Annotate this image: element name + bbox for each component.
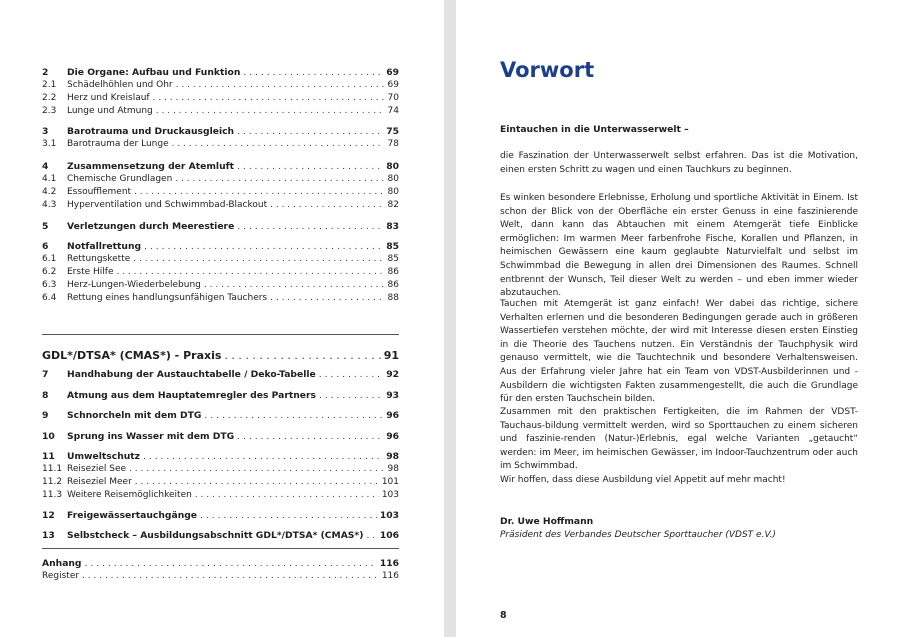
toc-entry-title: Freigewässertauchgänge — [67, 510, 198, 521]
toc-entry — [42, 476, 399, 489]
toc-entry-page: 116 — [379, 558, 399, 569]
toc-entry-number: 6 — [42, 241, 49, 252]
toc-entry-number: 2 — [42, 67, 49, 78]
toc-entry — [42, 463, 399, 476]
toc-entry-page: 75 — [386, 126, 399, 137]
toc-entry — [42, 529, 399, 542]
toc-entry-title: Barotrauma der Lunge — [67, 139, 169, 149]
toc-dot-leader — [134, 186, 384, 199]
toc-dot-leader — [204, 409, 383, 422]
toc-entry-number: 4.1 — [42, 174, 57, 184]
toc-entry-number: 6.1 — [42, 254, 57, 264]
toc-entry — [42, 105, 399, 118]
toc-entry-title: Schädelhöhlen und Ohr — [67, 80, 173, 90]
toc-entry-page: 96 — [386, 431, 399, 442]
toc-entry — [42, 253, 399, 266]
toc-entry-number: 10 — [42, 431, 55, 442]
toc-entry-page: 80 — [387, 187, 399, 197]
toc-entry-title: Selbstcheck – Ausbildungsabschnitt GDL*/DTSA* (CMAS*) — [67, 530, 364, 541]
toc-dot-leader — [175, 173, 384, 186]
toc-entry — [42, 368, 399, 381]
toc-entry — [42, 409, 399, 422]
toc-entry-page: 85 — [386, 241, 399, 252]
toc-entry-page: 70 — [387, 93, 399, 103]
toc-entry-page: 116 — [381, 571, 399, 581]
toc-entry-title: Handhabung der Austauchtabelle / Deko-Tabelle — [67, 369, 316, 380]
toc-entry — [42, 199, 399, 212]
toc-entry-page: 103 — [381, 490, 399, 500]
toc-entry-title: Register — [42, 571, 80, 581]
foreword-heading: Eintauchen in die Unterwasserwelt – — [500, 124, 689, 135]
toc-entry-number: 11.1 — [42, 464, 63, 474]
toc-entry-title: Reiseziel See — [67, 464, 127, 474]
signature-role: Präsident des Verbandes Deutscher Sporttaucher (VDST e.V.) — [500, 530, 776, 540]
toc-entry-title: Notfallrettung — [67, 241, 142, 252]
toc-entry — [42, 430, 399, 443]
toc-entry-page: 86 — [387, 267, 399, 277]
toc-entry-number: 7 — [42, 369, 49, 380]
toc-dot-leader — [237, 125, 383, 138]
toc-entry — [42, 186, 399, 199]
toc-dot-leader — [85, 557, 377, 570]
toc-entry-number: 4.2 — [42, 187, 57, 197]
toc-entry — [42, 509, 399, 522]
toc-entry — [42, 266, 399, 279]
toc-entry-title: Anhang — [42, 558, 82, 569]
toc-entry-number: 2.2 — [42, 93, 57, 103]
toc-entry-page: 98 — [387, 464, 399, 474]
page-number: 8 — [500, 610, 507, 621]
toc-entry-page: 92 — [386, 369, 399, 380]
toc-entry-page: 74 — [387, 106, 399, 116]
toc-entry-number: 6.3 — [42, 280, 57, 290]
toc-entry-number: 6.2 — [42, 267, 57, 277]
toc-entry-number: 4 — [42, 161, 49, 172]
toc-entry-page: 101 — [381, 477, 399, 487]
toc-entry — [42, 92, 399, 105]
toc-entry-title: Herz-Lungen-Wiederbelebung — [67, 280, 201, 290]
toc-dot-leader — [200, 509, 377, 522]
toc-dot-leader — [156, 105, 384, 118]
toc-entry-number: 8 — [42, 390, 49, 401]
toc-entry-title: Atmung aus dem Hauptatemregler des Partners — [67, 390, 317, 401]
toc-entry-title: Chemische Grundlagen — [67, 174, 173, 184]
toc-entry-number: 11.2 — [42, 477, 63, 487]
toc-divider — [42, 548, 399, 549]
toc-entry-page: 80 — [386, 161, 399, 172]
toc-entry-page: 91 — [383, 349, 399, 362]
toc-dot-leader — [176, 79, 384, 92]
right-page — [456, 0, 902, 637]
toc-entry-number: 4.3 — [42, 200, 57, 210]
toc-entry-number: 3.1 — [42, 139, 57, 149]
paragraph: die Faszination der Unterwasserwelt selbst erfahren. Das ist die Motivation, einen ersten Schritt zu wagen und einen Tauchkurs zu beginnen. — [500, 151, 858, 175]
toc-entry-number: 3 — [42, 126, 49, 137]
toc-entry-title: Lunge und Atmung — [67, 106, 153, 116]
toc-dot-leader — [172, 138, 384, 151]
toc-dot-leader — [133, 253, 384, 266]
toc-dot-leader — [319, 368, 383, 381]
toc-entry-page: 69 — [387, 80, 399, 90]
toc-entry-page: 85 — [387, 254, 399, 264]
toc-entry-title: Reiseziel Meer — [67, 477, 132, 487]
paragraph: Es winken besondere Erlebnisse, Erholung und sportliche Aktivität in Einem. Ist schon der Blick von der Oberfläche ein erster Genuss in eine faszinierende Welt, dann kann das Abtauchen mit einem Atemgerät tiefe Einblicke ermöglichen: Im warmen Meer farbenfrohe Fische, Korallen und Pflanzen, in heimischen Gewässern eine kaum geglaubte Naturvielfalt und selbst im Schwimmbad die Bewegung in allen drei Dimensionen des Raumes. Schnell entbrennt der Wunsch, Teil dieser Welt zu werden – und eben immer wieder abzutauchen. — [500, 193, 858, 299]
page-title: Vorwort — [500, 58, 595, 82]
toc-entry-page: 93 — [386, 390, 399, 401]
toc-dot-leader — [195, 489, 379, 502]
toc-entry-page: 69 — [386, 67, 399, 78]
toc-entry-page: 103 — [379, 510, 399, 521]
toc-entry-page: 88 — [387, 293, 399, 303]
toc-entry — [42, 489, 399, 502]
toc-entry-number: 5 — [42, 221, 49, 232]
toc-entry — [42, 138, 399, 151]
toc-entry-title: Barotrauma und Druckausgleich — [67, 126, 235, 137]
toc-entry-page: 80 — [387, 174, 399, 184]
toc-dot-leader — [237, 430, 383, 443]
toc-dot-leader — [224, 348, 380, 363]
toc-entry-number: 6.4 — [42, 293, 57, 303]
toc-dot-leader — [129, 463, 384, 476]
toc-entry-title: Hyperventilation und Schwimmbad-Blackout — [67, 200, 268, 210]
toc-entry-title: Herz und Kreislauf — [67, 93, 150, 103]
toc-entry-title: Schnorcheln mit dem DTG — [67, 410, 202, 421]
toc-entry-title: Verletzungen durch Meerestiere — [67, 221, 235, 232]
toc-dot-leader — [270, 292, 384, 305]
toc-entry — [42, 173, 399, 186]
toc-entry-page: 96 — [386, 410, 399, 421]
toc-dot-leader — [243, 66, 383, 79]
paragraph: Zusammen mit den praktischen Fertigkeiten, die im Rahmen der VDST-Tauchaus-bildung vermittelt werden, wird so Sporttauchen zu einem sicheren und faszinie-renden (Natur-)Erlebnis, egal welche Varianten „getaucht“ werden: im Meer, im heimischen Gewässer, im Indoor-Tauchzentrum oder auch im Schwimmbad. — [500, 407, 858, 472]
toc-entry — [42, 66, 399, 79]
toc-entry-title: Erste Hilfe — [67, 267, 114, 277]
toc-dot-leader — [153, 92, 384, 105]
toc-entry — [42, 279, 399, 292]
toc-entry-title: Umweltschutz — [67, 451, 141, 462]
left-page — [0, 0, 444, 637]
toc-entry-number: 12 — [42, 510, 55, 521]
toc-divider — [42, 334, 399, 335]
toc-entry-number: 9 — [42, 410, 49, 421]
toc-entry — [42, 220, 399, 233]
toc-entry-title: Rettungskette — [67, 254, 131, 264]
toc-dot-leader — [366, 529, 376, 542]
paragraph: Wir hoffen, dass diese Ausbildung viel Appetit auf mehr macht! — [500, 475, 786, 485]
toc-entry-number: 11.3 — [42, 490, 63, 500]
toc-entry — [42, 450, 399, 463]
toc-dot-leader — [135, 476, 379, 489]
signature-name: Dr. Uwe Hoffmann — [500, 516, 594, 527]
toc-entry — [42, 160, 399, 173]
toc-entry-number: 2.3 — [42, 106, 57, 116]
toc-entry — [42, 292, 399, 305]
toc-entry — [42, 570, 399, 583]
toc-entry-title: Zusammensetzung der Atemluft — [67, 161, 235, 172]
toc-entry-title: Weitere Reisemöglichkeiten — [67, 490, 192, 500]
toc-entry-page: 106 — [379, 530, 399, 541]
toc-entry-page: 83 — [386, 221, 399, 232]
toc-dot-leader — [319, 389, 383, 402]
toc-entry — [42, 348, 399, 363]
toc-dot-leader — [270, 199, 384, 212]
toc-entry-page: 86 — [387, 280, 399, 290]
toc-dot-leader — [116, 266, 384, 279]
toc-entry-page: 78 — [387, 139, 399, 149]
toc-entry — [42, 79, 399, 92]
toc-dot-leader — [82, 570, 379, 583]
toc-dot-leader — [237, 160, 383, 173]
paragraph: Tauchen mit Atemgerät ist ganz einfach! Wer dabei das richtige, sichere Verhalten erlernen und die besonderen Bedingungen gerade auch in größeren Wassertiefen verstehen möchte, der wird mit Interesse diesen ersten Einstieg in die Theorie des Tauchens nutzen. Ein Verständnis der Tauchphysik wird genauso vermittelt, wie die Tauchtechnik und besondere Verhaltensweisen. Aus der Erfahrung vieler Jahre hat ein Team von VDST-Ausbilderinnen und -Ausbildern die wichtigsten Fakten zusammengestellt, die auch die Grundlage für den ersten Tauchschein bilden. — [500, 299, 858, 405]
toc-entry-title: Essoufflement — [67, 187, 132, 197]
toc-entry — [42, 125, 399, 138]
toc-entry-page: 98 — [386, 451, 399, 462]
toc-entry — [42, 557, 399, 570]
toc-entry-number: 13 — [42, 530, 55, 541]
toc-entry-title: GDL*/DTSA* (CMAS*) - Praxis — [42, 349, 222, 362]
toc-entry-title: Sprung ins Wasser mit dem DTG — [67, 431, 235, 442]
toc-dot-leader — [143, 450, 383, 463]
toc-entry-page: 82 — [387, 200, 399, 210]
toc-entry — [42, 240, 399, 253]
toc-dot-leader — [204, 279, 384, 292]
toc-entry — [42, 389, 399, 402]
toc-entry-number: 2.1 — [42, 80, 57, 90]
toc-entry-number: 11 — [42, 451, 55, 462]
toc-dot-leader — [144, 240, 383, 253]
toc-dot-leader — [237, 220, 383, 233]
toc-entry-title: Rettung eines handlungsunfähigen Tauchers — [67, 293, 268, 303]
toc-entry-title: Die Organe: Aufbau und Funktion — [67, 67, 241, 78]
